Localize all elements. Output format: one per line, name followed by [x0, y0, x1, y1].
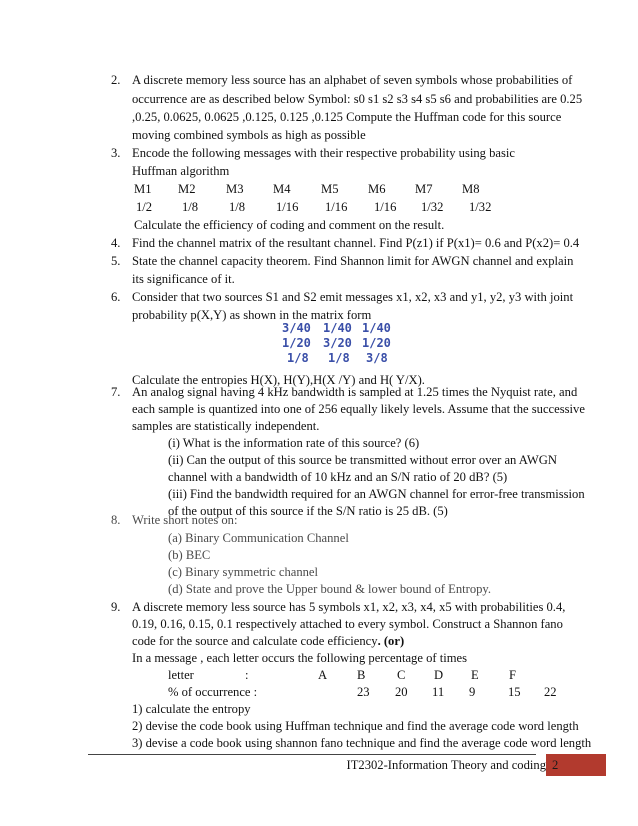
- letter-cell: A: [318, 668, 328, 682]
- letter-cell: C: [397, 668, 406, 682]
- q5-number: 5.: [111, 254, 121, 268]
- message-cell: M1: [134, 182, 152, 196]
- q9-line-2: 0.19, 0.16, 0.15, 0.1 respectively attached to every symbol. Construct a Shannon fano: [132, 617, 563, 631]
- q7-sub-1: (i) What is the information rate of this source? (6): [168, 436, 420, 450]
- q2-line-2: occurrence are as described below Symbol: s0 s1 s2 s3 s4 s5 s6 and probabilities are 0.25: [132, 92, 583, 106]
- letter-label: letter: [168, 668, 194, 682]
- matrix-cell: 1/20: [282, 336, 311, 350]
- message-cell: M7: [415, 182, 433, 196]
- q5-line-1: State the channel capacity theorem. Find Shannon limit for AWGN channel and explain: [132, 254, 574, 268]
- q7-sub-4: (iii) Find the bandwidth required for an AWGN channel for error-free transmission: [168, 487, 585, 501]
- probability-cell: 1/8: [229, 200, 246, 214]
- probability-cell: 1/8: [182, 200, 199, 214]
- occurrence-cell: 9: [469, 685, 476, 699]
- occurrence-cell: 23: [357, 685, 370, 699]
- q2-line-3: ,0.25, 0.0625, 0.0625 ,0.125, 0.125 ,0.125 Compute the Huffman code for this source: [132, 110, 562, 124]
- task-2: 2) devise the code book using Huffman technique and find the average code word length: [132, 719, 579, 733]
- probability-cell: 1/2: [136, 200, 153, 214]
- q6-number: 6.: [111, 290, 121, 304]
- occurrence-cell: 11: [432, 685, 445, 699]
- probability-cell: 1/32: [469, 200, 492, 214]
- q7-sub-3: channel with a bandwidth of 10 kHz and an S/N ratio of 20 dB? (5): [168, 470, 508, 484]
- probability-cell: 1/16: [276, 200, 299, 214]
- footer-divider: [88, 754, 536, 755]
- message-cell: M3: [226, 182, 244, 196]
- q3-line-3: Calculate the efficiency of coding and comment on the result.: [134, 218, 445, 232]
- page-number: 2: [552, 758, 559, 772]
- or-marker: . (or): [377, 634, 405, 648]
- q9-line-4: In a message , each letter occurs the following percentage of times: [132, 651, 467, 665]
- message-cell: M2: [178, 182, 196, 196]
- q8-line-1: Write short notes on:: [132, 513, 238, 527]
- letter-cell: B: [357, 668, 366, 682]
- q3-line-1: Encode the following messages with their respective probability using basic: [132, 146, 515, 160]
- occurrence-cell: 22: [544, 685, 557, 699]
- message-cell: M6: [368, 182, 386, 196]
- q8-number: 8.: [111, 513, 121, 527]
- q3-number: 3.: [111, 146, 121, 160]
- q4-number: 4.: [111, 236, 121, 250]
- q9-line-3-text: code for the source and calculate code efficiency: [132, 634, 378, 648]
- q6-line-3: Calculate the entropies H(X), H(Y),H(X /Y) and H( Y/X).: [132, 373, 425, 387]
- task-1: 1) calculate the entropy: [132, 702, 251, 716]
- q5-line-2: its significance of it.: [132, 272, 235, 286]
- q2-line-1: A discrete memory less source has an alphabet of seven symbols whose probabilities of: [132, 73, 573, 87]
- q8-sub-4: (d) State and prove the Upper bound & lower bound of Entropy.: [168, 582, 492, 596]
- matrix-cell: 3/20: [323, 336, 352, 350]
- q9-line-3: [132, 633, 404, 649]
- q7-sub-5: of the output of this source if the S/N ratio is 25 dB. (5): [168, 504, 448, 518]
- letter-colon: :: [245, 668, 249, 682]
- matrix-cell: 1/8: [287, 351, 309, 365]
- q9-number: 9.: [111, 600, 121, 614]
- q9-line-1: A discrete memory less source has 5 symbols x1, x2, x3, x4, x5 with probabilities 0.4,: [132, 600, 566, 614]
- matrix-cell: 1/40: [362, 321, 391, 335]
- q2-number: 2.: [111, 73, 121, 87]
- matrix-cell: 3/8: [366, 351, 388, 365]
- letter-cell: E: [471, 668, 479, 682]
- probability-cell: 1/16: [374, 200, 397, 214]
- letter-cell: D: [434, 668, 444, 682]
- q7-line-2: each sample is quantized into one of 256 equally likely levels. Assume that the successive: [132, 402, 585, 416]
- q6-line-1: Consider that two sources S1 and S2 emit messages x1, x2, x3 and y1, y2, y3 with joint: [132, 290, 574, 304]
- q7-sub-2: (ii) Can the output of this source be transmitted without error over an AWGN: [168, 453, 557, 467]
- probability-cell: 1/32: [421, 200, 444, 214]
- message-cell: M5: [321, 182, 339, 196]
- letter-cell: F: [509, 668, 517, 682]
- matrix-cell: 1/40: [323, 321, 352, 335]
- occurrence-label: % of occurrence :: [168, 685, 258, 699]
- q8-sub-2: (b) BEC: [168, 548, 211, 562]
- task-3: 3) devise a code book using shannon fano technique and find the average code word length: [132, 736, 592, 750]
- footer-course-title: IT2302-Information Theory and coding: [346, 758, 546, 772]
- q7-line-3: samples are statistically independent.: [132, 419, 320, 433]
- matrix-cell: 1/20: [362, 336, 391, 350]
- occurrence-cell: 15: [508, 685, 521, 699]
- q3-line-2: Huffman algorithm: [132, 164, 230, 178]
- matrix-cell: 3/40: [282, 321, 311, 335]
- matrix-cell: 1/8: [328, 351, 350, 365]
- q8-sub-3: (c) Binary symmetric channel: [168, 565, 319, 579]
- probability-cell: 1/16: [325, 200, 348, 214]
- message-cell: M8: [462, 182, 480, 196]
- q2-line-4: moving combined symbols as high as possible: [132, 128, 366, 142]
- message-cell: M4: [273, 182, 291, 196]
- q7-number: 7.: [111, 385, 121, 399]
- occurrence-cell: 20: [395, 685, 408, 699]
- q6-line-2: probability p(X,Y) as shown in the matrix form: [132, 308, 372, 322]
- q7-line-1: An analog signal having 4 kHz bandwidth is sampled at 1.25 times the Nyquist rate, and: [132, 385, 578, 399]
- q4-line-1: Find the channel matrix of the resultant channel. Find P(z1) if P(x1)= 0.6 and P(x2)= 0.4: [132, 236, 580, 250]
- q8-sub-1: (a) Binary Communication Channel: [168, 531, 349, 545]
